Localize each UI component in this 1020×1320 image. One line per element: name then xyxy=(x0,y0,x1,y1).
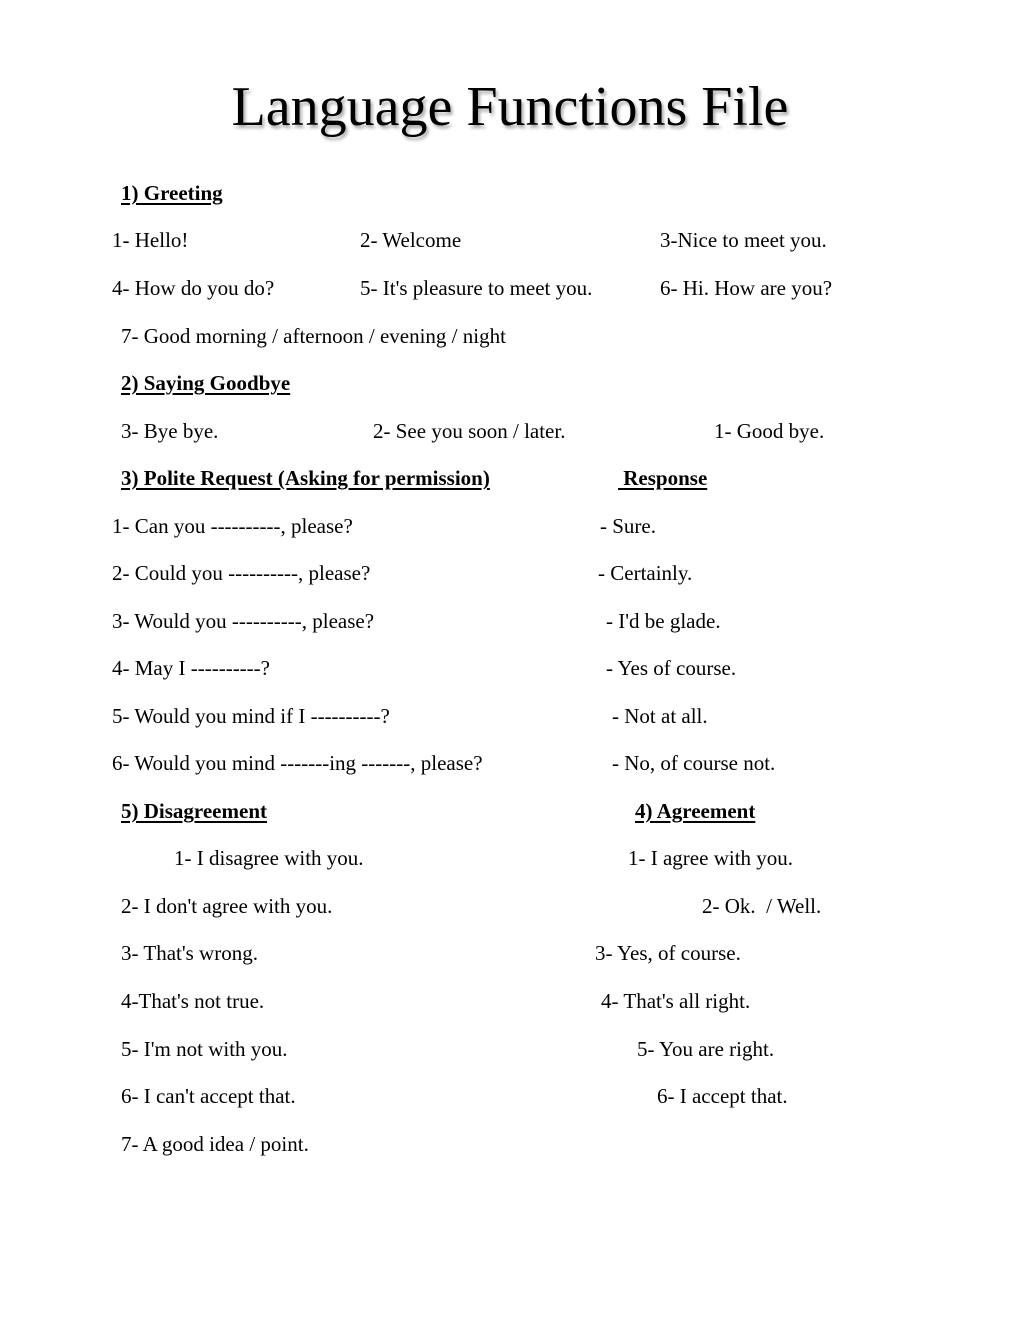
greeting-item: 1- Hello! xyxy=(112,228,189,252)
disagreement-item: 7- A good idea / point. xyxy=(121,1132,309,1156)
request-item: 1- Can you ----------, please? xyxy=(112,514,353,538)
response-item: - Yes of course. xyxy=(606,656,737,680)
goodbye-item: 1- Good bye. xyxy=(714,419,825,443)
agreement-item: 6- I accept that. xyxy=(657,1084,788,1108)
greeting-item: 2- Welcome xyxy=(360,228,462,252)
request-item: 5- Would you mind if I ----------? xyxy=(112,704,390,728)
disagreement-heading: 5) Disagreement xyxy=(121,799,267,823)
agreement-item: 4- That's all right. xyxy=(601,989,751,1013)
response-item: - Not at all. xyxy=(612,704,708,728)
response-heading: Response xyxy=(618,466,708,490)
disagreement-item: 4-That's not true. xyxy=(121,989,265,1013)
disagreement-item: 5- I'm not with you. xyxy=(121,1037,288,1061)
disagreement-item: 2- I don't agree with you. xyxy=(121,894,333,918)
greeting-item: 3-Nice to meet you. xyxy=(660,228,827,252)
goodbye-heading: 2) Saying Goodbye xyxy=(121,371,291,395)
agreement-item: 3- Yes, of course. xyxy=(595,941,741,965)
request-item: 6- Would you mind -------ing -------, please? xyxy=(112,751,483,775)
agreement-heading: 4) Agreement xyxy=(635,799,756,823)
greeting-item: 4- How do you do? xyxy=(112,276,275,300)
agreement-item: 5- You are right. xyxy=(637,1037,775,1061)
request-item: 4- May I ----------? xyxy=(112,656,270,680)
greeting-item: 5- It's pleasure to meet you. xyxy=(360,276,593,300)
goodbye-item: 2- See you soon / later. xyxy=(373,419,566,443)
request-item: 3- Would you ----------, please? xyxy=(112,609,375,633)
disagreement-item: 3- That's wrong. xyxy=(121,941,258,965)
response-item: - Certainly. xyxy=(598,561,693,585)
agreement-item: 1- I agree with you. xyxy=(628,846,794,870)
response-item: - No, of course not. xyxy=(612,751,776,775)
agreement-item: 2- Ok. / Well. xyxy=(702,894,822,918)
greeting-heading: 1) Greeting xyxy=(121,181,223,205)
goodbye-item: 3- Bye bye. xyxy=(121,419,219,443)
greeting-item: 7- Good morning / afternoon / evening / night xyxy=(121,324,506,348)
page-title: Language Functions File xyxy=(231,76,789,138)
greeting-item: 6- Hi. How are you? xyxy=(660,276,833,300)
request-item: 2- Could you ----------, please? xyxy=(112,561,371,585)
disagreement-item: 6- I can't accept that. xyxy=(121,1084,296,1108)
disagreement-item: 1- I disagree with you. xyxy=(174,846,364,870)
response-item: - Sure. xyxy=(600,514,656,538)
polite-request-heading: 3) Polite Request (Asking for permission) xyxy=(121,466,490,490)
response-item: - I'd be glade. xyxy=(606,609,721,633)
